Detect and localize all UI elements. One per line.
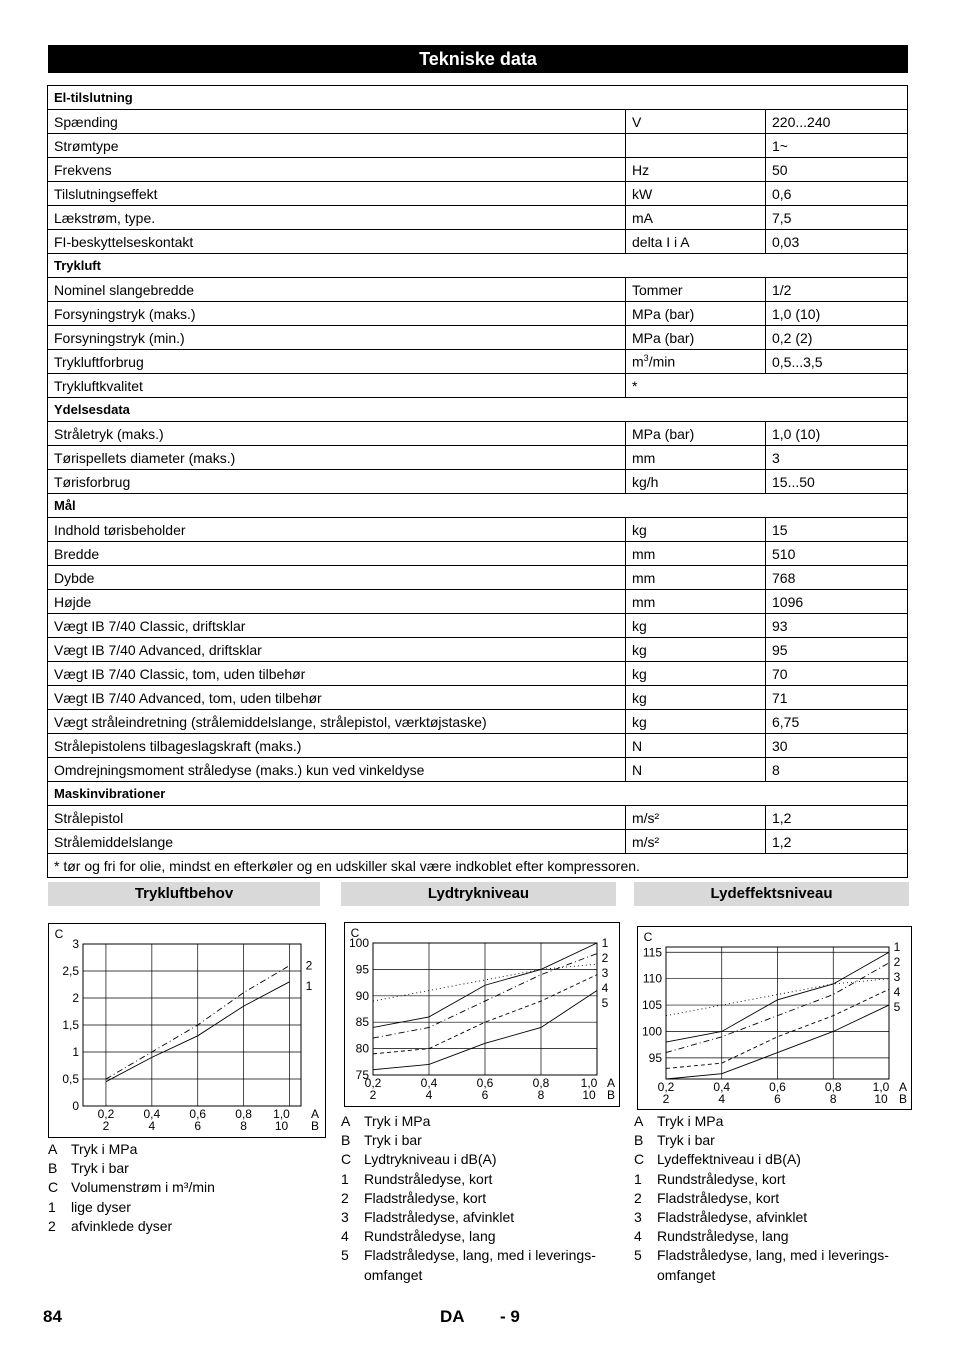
spec-label: Trykluftforbrug [48,350,626,374]
spec-unit: MPa (bar) [626,302,766,326]
spec-value: 0,6 [766,182,908,206]
table-row [48,206,908,230]
legend-trykluftbehov [48,1140,323,1236]
table-row [48,278,908,302]
legend-key: 3 [341,1209,349,1226]
spec-label: Nominel slangebredde [48,278,626,302]
legend-text: Volumenstrøm i m³/min [71,1179,215,1196]
column-heading-lydtrykniveau: Lydtrykniveau [341,882,616,906]
page-title: Tekniske data [48,45,908,73]
spec-unit: * [626,374,908,398]
spec-label: Indhold tørisbeholder [48,518,626,542]
table-row [48,734,908,758]
spec-unit: mm [626,446,766,470]
spec-unit: N [626,734,766,758]
legend-text: Tryk i bar [364,1132,422,1149]
legend-item [341,1150,616,1169]
legend-item [341,1189,616,1208]
table-row [48,134,908,158]
spec-label: Dybde [48,566,626,590]
superscript: 3 [643,353,649,364]
section-header-row [48,398,908,422]
table-row [48,686,908,710]
legend-item [341,1246,616,1284]
table-row [48,182,908,206]
table-row [48,590,908,614]
x-tick-label: 10 [582,1088,596,1102]
table-row [48,326,908,350]
x-tick-label: 6 [194,1119,202,1133]
table-row [48,758,908,782]
chart-svg [638,927,911,1109]
table-row [48,230,908,254]
x-tick-label: 10 [874,1092,888,1106]
spec-unit: m/s² [626,806,766,830]
legend-item [634,1150,909,1169]
y-tick-label: 100 [348,936,369,950]
legend-item [634,1112,909,1131]
x-tick-label: 6 [481,1088,489,1102]
spec-unit: kg [626,614,766,638]
spec-unit: V [626,110,766,134]
spec-unit: kg [626,710,766,734]
spec-unit: mA [626,206,766,230]
spec-label: Strålemiddelslange [48,830,626,854]
legend-lydeffektsniveau [634,1112,909,1285]
legend-key: B [341,1132,351,1149]
x-tick-label: 0,8 [235,1107,252,1121]
x-tick-label: 1,0 [580,1076,598,1090]
legend-item [634,1246,909,1284]
series-label: 2 [305,958,313,973]
spec-value: 70 [766,662,908,686]
spec-label: Trykluftkvalitet [48,374,626,398]
spec-label: Strålepistolens tilbageslagskraft (maks.) [48,734,626,758]
chart-lydtrykniveau [344,922,620,1107]
spec-unit: mm [626,566,766,590]
table-row [48,806,908,830]
legend-text: Tryk i MPa [71,1141,138,1157]
x-tick-label: 0,4 [420,1076,438,1090]
table-row [48,830,908,854]
spec-value: 50 [766,158,908,182]
y-tick-label: 105 [641,998,662,1013]
x-tick-label: 0,2 [97,1107,115,1121]
column-heading-trykluftbehov: Trykluftbehov [48,882,320,906]
page-number: 84 [43,1307,62,1326]
section-title: El-tilslutning [48,86,908,110]
y-tick-label: 0 [72,1099,79,1113]
spec-label: Højde [48,590,626,614]
table-row [48,518,908,542]
table-row [48,446,908,470]
legend-text: Fladstråledyse, afvinklet [364,1209,515,1226]
legend-item [634,1227,909,1246]
spec-label: Vægt stråleindretning (strålemiddelslange, strålepistol, værktøjstaske) [48,710,626,734]
series-label: 3 [601,966,609,980]
x-tick-label: 2 [369,1088,377,1102]
legend-text: Fladstråledyse, lang, med i leverings-omfanget [657,1247,889,1283]
legend-item [48,1178,323,1197]
y-tick-label: 1,5 [62,1018,79,1032]
x-tick-label: 0,6 [189,1107,207,1121]
x-axis-label: B [606,1088,616,1102]
legend-key: 5 [341,1247,349,1264]
legend-text: Rundstråledyse, lang [657,1228,789,1245]
x-axis-label: A [606,1076,616,1090]
spec-unit: m/s² [626,830,766,854]
x-tick-label: 6 [774,1092,781,1106]
legend-key: A [341,1113,351,1129]
spec-value: 220...240 [766,110,908,134]
table-row [48,710,908,734]
spec-value: 1,2 [766,830,908,854]
legend-item [634,1170,909,1189]
legend-text: Tryk i MPa [364,1113,431,1129]
legend-item [341,1227,616,1246]
legend-item [634,1189,909,1208]
table-row [48,374,908,398]
y-tick-label: 90 [355,988,369,1003]
y-tick-label: 3 [72,937,79,951]
series-label: 3 [893,970,901,984]
spec-label: Vægt IB 7/40 Advanced, tom, uden tilbehør [48,686,626,710]
legend-key: 3 [634,1209,642,1226]
legend-item [341,1170,616,1189]
spec-value: 1,0 (10) [766,422,908,446]
section-title: Maskinvibrationer [48,782,908,806]
x-tick-label: 2 [102,1119,110,1133]
section-title: Ydelsesdata [48,398,908,422]
x-tick-label: 4 [148,1119,156,1133]
spec-unit: kg [626,686,766,710]
legend-text: Fladstråledyse, kort [364,1189,487,1206]
x-tick-label: 0,4 [143,1107,161,1121]
legend-text: lige dyser [71,1198,131,1215]
legend-key: 2 [634,1189,642,1206]
table-row [48,638,908,662]
spec-label: Forsyningstryk (maks.) [48,302,626,326]
legend-text: Fladstråledyse, afvinklet [657,1209,808,1226]
x-tick-label: 1,0 [872,1080,890,1094]
spec-label: Strømtype [48,134,626,158]
table-row [48,614,908,638]
legend-key: A [634,1113,644,1129]
chart-trykluftbehov [48,923,326,1138]
spec-label: Spænding [48,110,626,134]
legend-text: Rundstråledyse, lang [364,1228,496,1245]
legend-text: Fladstråledyse, lang, med i leverings-omfanget [364,1247,596,1283]
footnote: * tør og fri for olie, mindst en efterkøler og en udskiller skal være indkoblet efter kompressoren. [48,854,908,878]
legend-item [48,1198,323,1217]
legend-text: Rundstråledyse, kort [364,1170,493,1187]
series-label: 5 [601,996,609,1010]
x-axis-label: A [898,1080,908,1094]
spec-unit: kg [626,662,766,686]
legend-text: Fladstråledyse, kort [657,1189,780,1206]
legend-key: B [634,1132,644,1149]
legend-item [48,1217,323,1236]
legend-key: 1 [48,1198,56,1215]
y-tick-label: 100 [641,1024,662,1039]
spec-value: 3 [766,446,908,470]
spec-value: 8 [766,758,908,782]
legend-text: Tryk i MPa [657,1113,724,1129]
legend-item [48,1140,323,1159]
spec-unit: mm [626,590,766,614]
spec-value: 7,5 [766,206,908,230]
x-tick-label: 8 [240,1119,247,1133]
legend-key: C [341,1151,352,1168]
spec-value: 768 [766,566,908,590]
y-tick-label: 115 [642,945,662,960]
spec-label: Vægt IB 7/40 Classic, tom, uden tilbehør [48,662,626,686]
spec-label: Bredde [48,542,626,566]
spec-unit: delta I i A [626,230,766,254]
table-row [48,662,908,686]
spec-label: Lækstrøm, type. [48,206,626,230]
y-axis-label: C [643,930,653,944]
series-label: 2 [601,951,609,965]
legend-key: B [48,1160,58,1177]
table-row [48,350,908,374]
legend-text: Lydeffektniveau i dB(A) [657,1151,801,1168]
legend-item [634,1208,909,1227]
x-tick-label: 0,6 [476,1076,494,1090]
spec-unit: MPa (bar) [626,422,766,446]
x-tick-label: 0,8 [532,1076,550,1090]
spec-value: 30 [766,734,908,758]
spec-value: 6,75 [766,710,908,734]
series-label: 4 [601,981,609,995]
legend-lydtrykniveau [341,1112,616,1285]
section-header-row [48,494,908,518]
spec-value: 0,03 [766,230,908,254]
section-header-row [48,782,908,806]
legend-key: C [48,1179,59,1196]
spec-value: 71 [766,686,908,710]
chart-svg [49,924,325,1137]
spec-value: 1/2 [766,278,908,302]
x-tick-label: 0,4 [713,1080,731,1094]
spec-value: 1,2 [766,806,908,830]
y-tick-label: 95 [648,1050,662,1065]
y-tick-label: 2,5 [62,964,79,978]
spec-label: Forsyningstryk (min.) [48,326,626,350]
series-label: 2 [893,955,901,969]
spec-unit: mm [626,542,766,566]
x-tick-label: 2 [662,1092,670,1106]
legend-key: 4 [341,1228,349,1245]
legend-item [341,1208,616,1227]
legend-key: 1 [634,1170,642,1187]
legend-text: Tryk i bar [657,1132,715,1149]
spec-unit [626,134,766,158]
legend-key: 2 [341,1189,349,1206]
y-tick-label: 1 [72,1045,79,1059]
legend-key: 5 [634,1247,642,1264]
spec-unit: Hz [626,158,766,182]
spec-label: Tørispellets diameter (maks.) [48,446,626,470]
y-tick-label: 85 [355,1015,369,1030]
spec-value: 95 [766,638,908,662]
spec-label: Omdrejningsmoment stråledyse (maks.) kun ved vinkeldyse [48,758,626,782]
legend-key: 1 [341,1170,349,1187]
series-label: 5 [893,1000,901,1014]
spec-unit: kg/h [626,470,766,494]
legend-item [634,1131,909,1150]
footnote-row [48,854,908,878]
spec-value: 1~ [766,134,908,158]
y-axis-label: C [54,927,64,941]
y-tick-label: 75 [355,1068,369,1082]
legend-text: Lydtrykniveau i dB(A) [364,1151,497,1168]
spec-label: Tørisforbrug [48,470,626,494]
legend-key: C [634,1151,645,1168]
legend-text: Rundstråledyse, kort [657,1170,786,1187]
section-title: Trykluft [48,254,908,278]
spec-label: Stråletryk (maks.) [48,422,626,446]
legend-key: A [48,1141,58,1157]
y-tick-label: 95 [355,962,369,977]
x-tick-label: 1,0 [273,1107,290,1121]
spec-value: 1,0 (10) [766,302,908,326]
x-tick-label: 0,2 [364,1076,382,1090]
x-axis-label: B [898,1092,908,1106]
spec-unit: kW [626,182,766,206]
y-tick-label: 0,5 [62,1072,79,1086]
series-label: 1 [893,940,901,954]
spec-label: Vægt IB 7/40 Classic, driftsklar [48,614,626,638]
section-header-row [48,86,908,110]
table-row [48,470,908,494]
x-tick-label: 0,6 [769,1080,786,1094]
language-code: DA [440,1307,465,1326]
x-axis-label: B [310,1119,320,1133]
spec-value: 0,5...3,5 [766,350,908,374]
x-tick-label: 8 [537,1088,545,1102]
spec-label: Frekvens [48,158,626,182]
spec-value: 1096 [766,590,908,614]
table-row [48,542,908,566]
x-tick-label: 0,2 [657,1080,675,1094]
legend-key: 2 [48,1217,56,1234]
series-label: 1 [305,978,313,993]
spec-label: Vægt IB 7/40 Advanced, driftsklar [48,638,626,662]
x-axis-label: A [310,1107,320,1121]
chart-lydeffektsniveau [637,926,912,1110]
spec-value: 15 [766,518,908,542]
table-row [48,302,908,326]
y-tick-label: 2 [72,991,79,1005]
table-row [48,566,908,590]
spec-value: 93 [766,614,908,638]
spec-value: 510 [766,542,908,566]
legend-item [341,1131,616,1150]
table-row [48,110,908,134]
column-heading-lydeffektsniveau: Lydeffektsniveau [634,882,909,906]
spec-unit: kg [626,638,766,662]
table-row [48,422,908,446]
x-tick-label: 0,8 [824,1080,842,1094]
spec-unit: $m^3/\min$ [626,350,766,374]
spec-label: FI-beskyttelseskontakt [48,230,626,254]
y-tick-label: 80 [355,1041,369,1056]
spec-label: Strålepistol [48,806,626,830]
y-tick-label: 110 [642,971,662,986]
legend-text: Tryk i bar [71,1160,129,1177]
table-row [48,158,908,182]
spec-unit: Tommer [626,278,766,302]
y-axis-label: C [350,926,360,940]
legend-key: 4 [634,1228,642,1245]
tech-data-table [47,85,908,878]
legend-item [48,1159,323,1178]
series-label: 4 [893,985,901,999]
x-tick-label: 4 [718,1092,726,1106]
legend-text: afvinklede dyser [71,1217,173,1234]
section-title: Mål [48,494,908,518]
x-tick-label: 4 [425,1088,433,1102]
series-label: 1 [601,936,609,950]
chart-svg [345,923,619,1106]
section-header-row [48,254,908,278]
spec-unit: kg [626,518,766,542]
sub-page-number: - 9 [500,1307,520,1326]
spec-value: 15...50 [766,470,908,494]
x-tick-label: 8 [829,1092,837,1106]
spec-unit: N [626,758,766,782]
spec-label: Tilslutningseffekt [48,182,626,206]
x-tick-label: 10 [274,1119,289,1133]
legend-item [341,1112,616,1131]
spec-value: 0,2 (2) [766,326,908,350]
spec-unit: MPa (bar) [626,326,766,350]
